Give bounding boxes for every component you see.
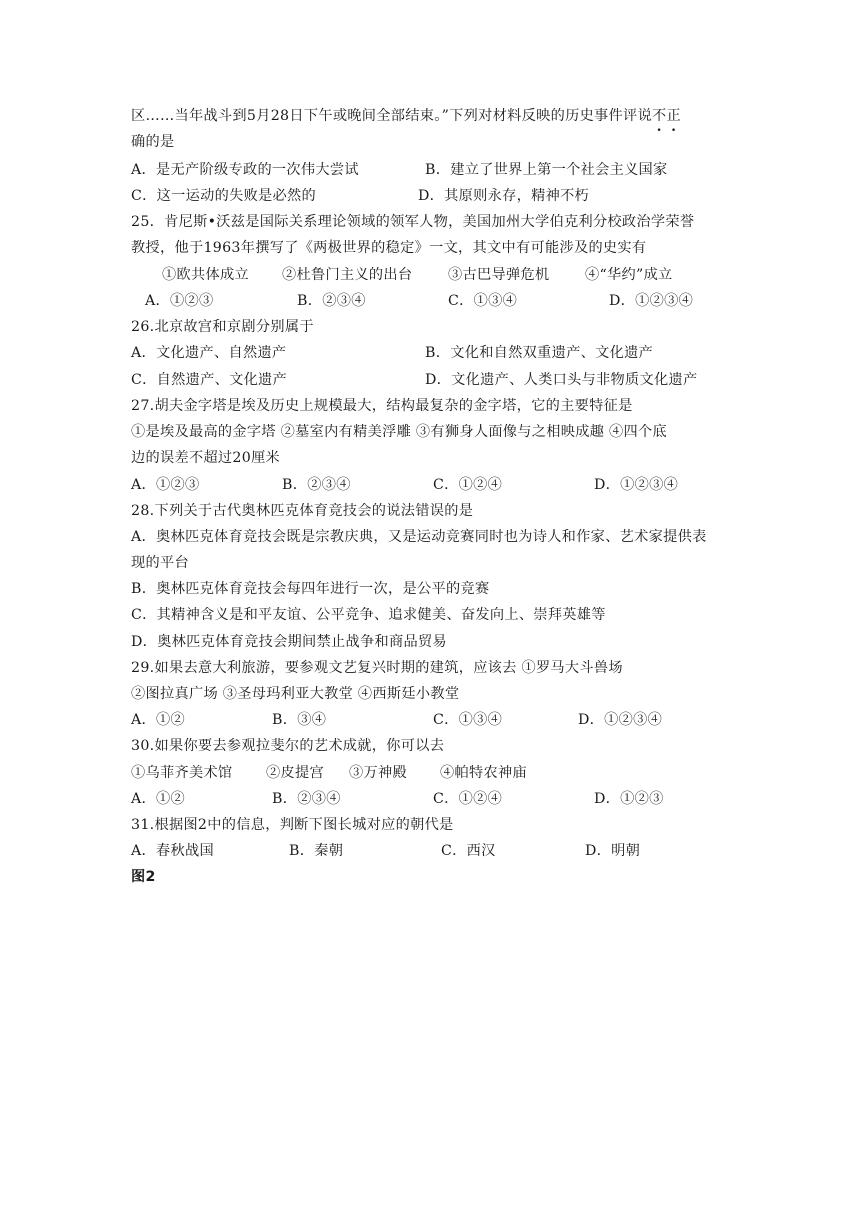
q30-option-b: B．②③④: [272, 791, 341, 807]
q25-stem-line-2: 教授，他于1963年撰写了《两极世界的稳定》一文，其文中有可能涉及的史实有: [131, 240, 647, 256]
q27-stem-line-3: 边的误差不超过20厘米: [131, 450, 281, 466]
q26-option-c: C．自然遗产、文化遗产: [131, 372, 288, 388]
q25-option-c: C．①③④: [448, 293, 518, 309]
q27-option-c: C．①②④: [433, 477, 503, 493]
q28-option-d: D．奥林匹克体育竞技会期间禁止战争和商品贸易: [131, 634, 447, 650]
q25-item-2: ②杜鲁门主义的出台: [282, 267, 413, 283]
q31-stem: 31.根据图2中的信息，判断下图长城对应的朝代是: [131, 817, 454, 833]
q30-item-3: ③万神殿: [349, 765, 407, 781]
q29-stem-line-1: 29.如果去意大利旅游，要参观文艺复兴时期的建筑，应该去 ①罗马大斗兽场: [131, 660, 623, 676]
q28-option-c: C．其精神含义是和平友谊、公平竞争、追求健美、奋发向上、崇拜英雄等: [131, 607, 606, 623]
q29-stem-line-2: ②图拉真广场 ③圣母玛利亚大教堂 ④西斯廷小教堂: [131, 686, 460, 702]
q25-item-4: ④“华约”成立: [585, 267, 673, 283]
q29-option-b: B．③④: [272, 712, 327, 728]
q27-stem-line-2: ①是埃及最高的金字塔 ②墓室内有精美浮雕 ③有狮身人面像与之相映成趣 ④四个底: [131, 424, 667, 440]
q25-option-a: A．①②③: [145, 293, 214, 309]
q25-option-d: D．①②③④: [609, 293, 694, 309]
q30-item-1: ①乌菲齐美术馆: [131, 765, 233, 781]
q31-option-c: C．西汉: [441, 843, 496, 859]
q30-option-d: D．①②③: [594, 791, 664, 807]
q28-option-a-line-2: 现的平台: [131, 555, 189, 571]
q24-text-line-2: 确的是: [131, 134, 175, 150]
q25-option-b: B．②③④: [297, 293, 366, 309]
q24-emphasis-zheng: 正: [666, 108, 682, 124]
q30-stem: 30.如果你要去参观拉斐尔的艺术成就，你可以去: [131, 738, 445, 754]
q27-option-a: A．①②③: [131, 477, 200, 493]
q24-text-line-1: [131, 106, 681, 126]
q29-option-d: D．①②③④: [578, 712, 663, 728]
q31-option-b: B．秦朝: [289, 843, 344, 859]
q29-option-a: A．①②: [131, 712, 186, 728]
q27-stem-line-1: 27.胡夫金字塔是埃及历史上规模最大，结构最复杂的金字塔，它的主要特征是: [131, 398, 633, 414]
q30-option-a: A．①②: [131, 791, 186, 807]
q30-option-c: C．①②④: [433, 791, 503, 807]
q25-item-1: ①欧共体成立: [162, 267, 249, 283]
q28-option-b: B．奥林匹克体育竞技会每四年进行一次，是公平的竞赛: [131, 581, 490, 597]
q26-stem: 26.北京故宫和京剧分别属于: [131, 319, 314, 335]
q30-item-4: ④帕特农神庙: [440, 765, 527, 781]
q26-option-d: D．文化遗产、人类口头与非物质文化遗产: [425, 372, 698, 388]
q24-option-d: D．其原则永存，精神不朽: [418, 188, 590, 204]
q24-emphasis-bu: 不: [652, 108, 667, 124]
q24-option-b: B．建立了世界上第一个社会主义国家: [425, 162, 668, 178]
q28-option-a-line-1: A．奥林匹克体育竞技会既是宗教庆典，又是运动竞赛同时也为诗人和作家、艺术家提供表: [131, 529, 707, 545]
q24-option-a: A．是无产阶级专政的一次伟大尝试: [131, 162, 359, 178]
q24-text-a: 区……当年战斗到5月28日下午或晚间全部结束。”下列对材料反映的历史事件评说: [131, 108, 653, 124]
q31-option-a: A．春秋战国: [131, 843, 214, 859]
q31-option-d: D．明朝: [585, 843, 641, 859]
q24-option-c: C．这一运动的失败是必然的: [131, 188, 317, 204]
q25-stem-line-1: 25．肯尼斯•沃兹是国际关系理论领域的领军人物，美国加州大学伯克利分校政治学荣誉: [131, 214, 695, 230]
q30-item-2: ②皮提宫: [266, 765, 324, 781]
q28-stem: 28.下列关于古代奥林匹克体育竞技会的说法错误的是: [131, 503, 474, 519]
q25-item-3: ③古巴导弹危机: [448, 267, 550, 283]
q26-option-b: B．文化和自然双重遗产、文化遗产: [425, 345, 654, 361]
q26-option-a: A．文化遗产、自然遗产: [131, 345, 287, 361]
q27-option-d: D．①②③④: [594, 477, 679, 493]
q29-option-c: C．①③④: [433, 712, 503, 728]
q27-option-b: B．②③④: [282, 477, 351, 493]
figure-label: 图2: [131, 869, 156, 885]
